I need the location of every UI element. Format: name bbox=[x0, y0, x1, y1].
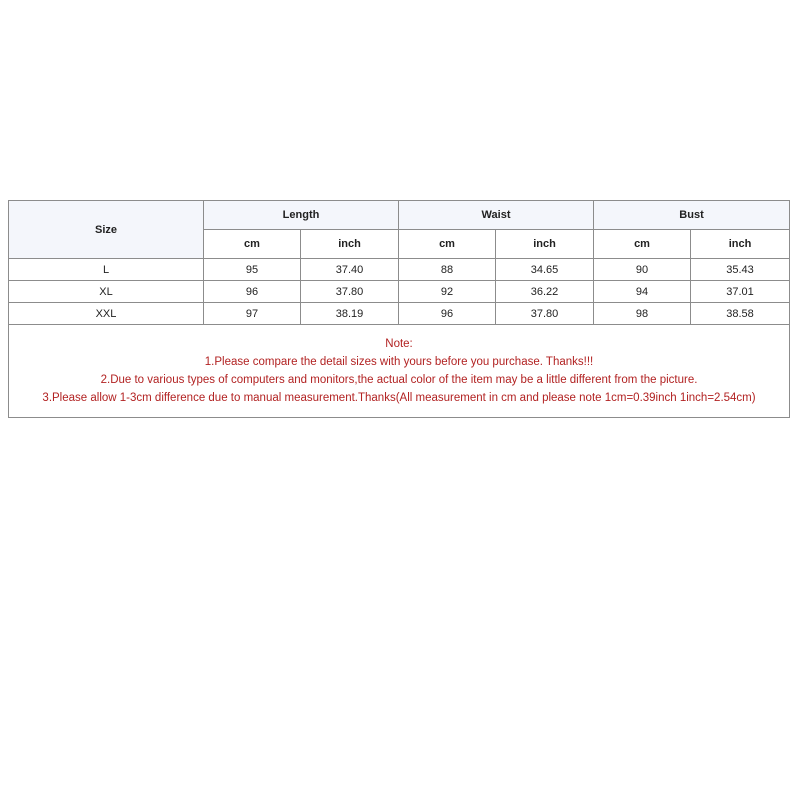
unit-header: cm bbox=[399, 230, 496, 259]
bust-header: Bust bbox=[594, 201, 790, 230]
note-line: 2.Due to various types of computers and monitors,the actual color of the item may be a little different from the picture. bbox=[100, 374, 698, 386]
note-row bbox=[9, 325, 790, 418]
unit-header: cm bbox=[594, 230, 691, 259]
table-row bbox=[9, 281, 790, 303]
value-cell: 94 bbox=[594, 281, 691, 303]
value-cell: 92 bbox=[399, 281, 496, 303]
unit-header: inch bbox=[691, 230, 790, 259]
value-cell: 38.58 bbox=[691, 303, 790, 325]
size-table bbox=[8, 200, 790, 418]
table-row bbox=[9, 303, 790, 325]
size-cell: L bbox=[9, 259, 204, 281]
value-cell: 36.22 bbox=[496, 281, 594, 303]
value-cell: 37.80 bbox=[496, 303, 594, 325]
value-cell: 96 bbox=[204, 281, 301, 303]
note-box bbox=[9, 325, 790, 418]
unit-header: inch bbox=[496, 230, 594, 259]
size-chart bbox=[8, 200, 789, 418]
value-cell: 37.80 bbox=[301, 281, 399, 303]
value-cell: 35.43 bbox=[691, 259, 790, 281]
size-header: Size bbox=[9, 201, 204, 259]
value-cell: 90 bbox=[594, 259, 691, 281]
value-cell: 98 bbox=[594, 303, 691, 325]
note-title: Note: bbox=[385, 338, 413, 350]
unit-header: cm bbox=[204, 230, 301, 259]
value-cell: 37.01 bbox=[691, 281, 790, 303]
note-line: 1.Please compare the detail sizes with yours before you purchase. Thanks!!! bbox=[204, 356, 594, 368]
size-cell: XL bbox=[9, 281, 204, 303]
table-row bbox=[9, 259, 790, 281]
value-cell: 95 bbox=[204, 259, 301, 281]
waist-header: Waist bbox=[399, 201, 594, 230]
value-cell: 88 bbox=[399, 259, 496, 281]
length-header: Length bbox=[204, 201, 399, 230]
size-cell: XXL bbox=[9, 303, 204, 325]
unit-header: inch bbox=[301, 230, 399, 259]
value-cell: 38.19 bbox=[301, 303, 399, 325]
note-line: 3.Please allow 1-3cm difference due to manual measurement.Thanks(All measurement in cm and please note 1cm=0.39inch 1inch=2.54cm) bbox=[42, 392, 756, 404]
value-cell: 34.65 bbox=[496, 259, 594, 281]
group-header-row bbox=[9, 201, 790, 230]
value-cell: 37.40 bbox=[301, 259, 399, 281]
value-cell: 96 bbox=[399, 303, 496, 325]
value-cell: 97 bbox=[204, 303, 301, 325]
